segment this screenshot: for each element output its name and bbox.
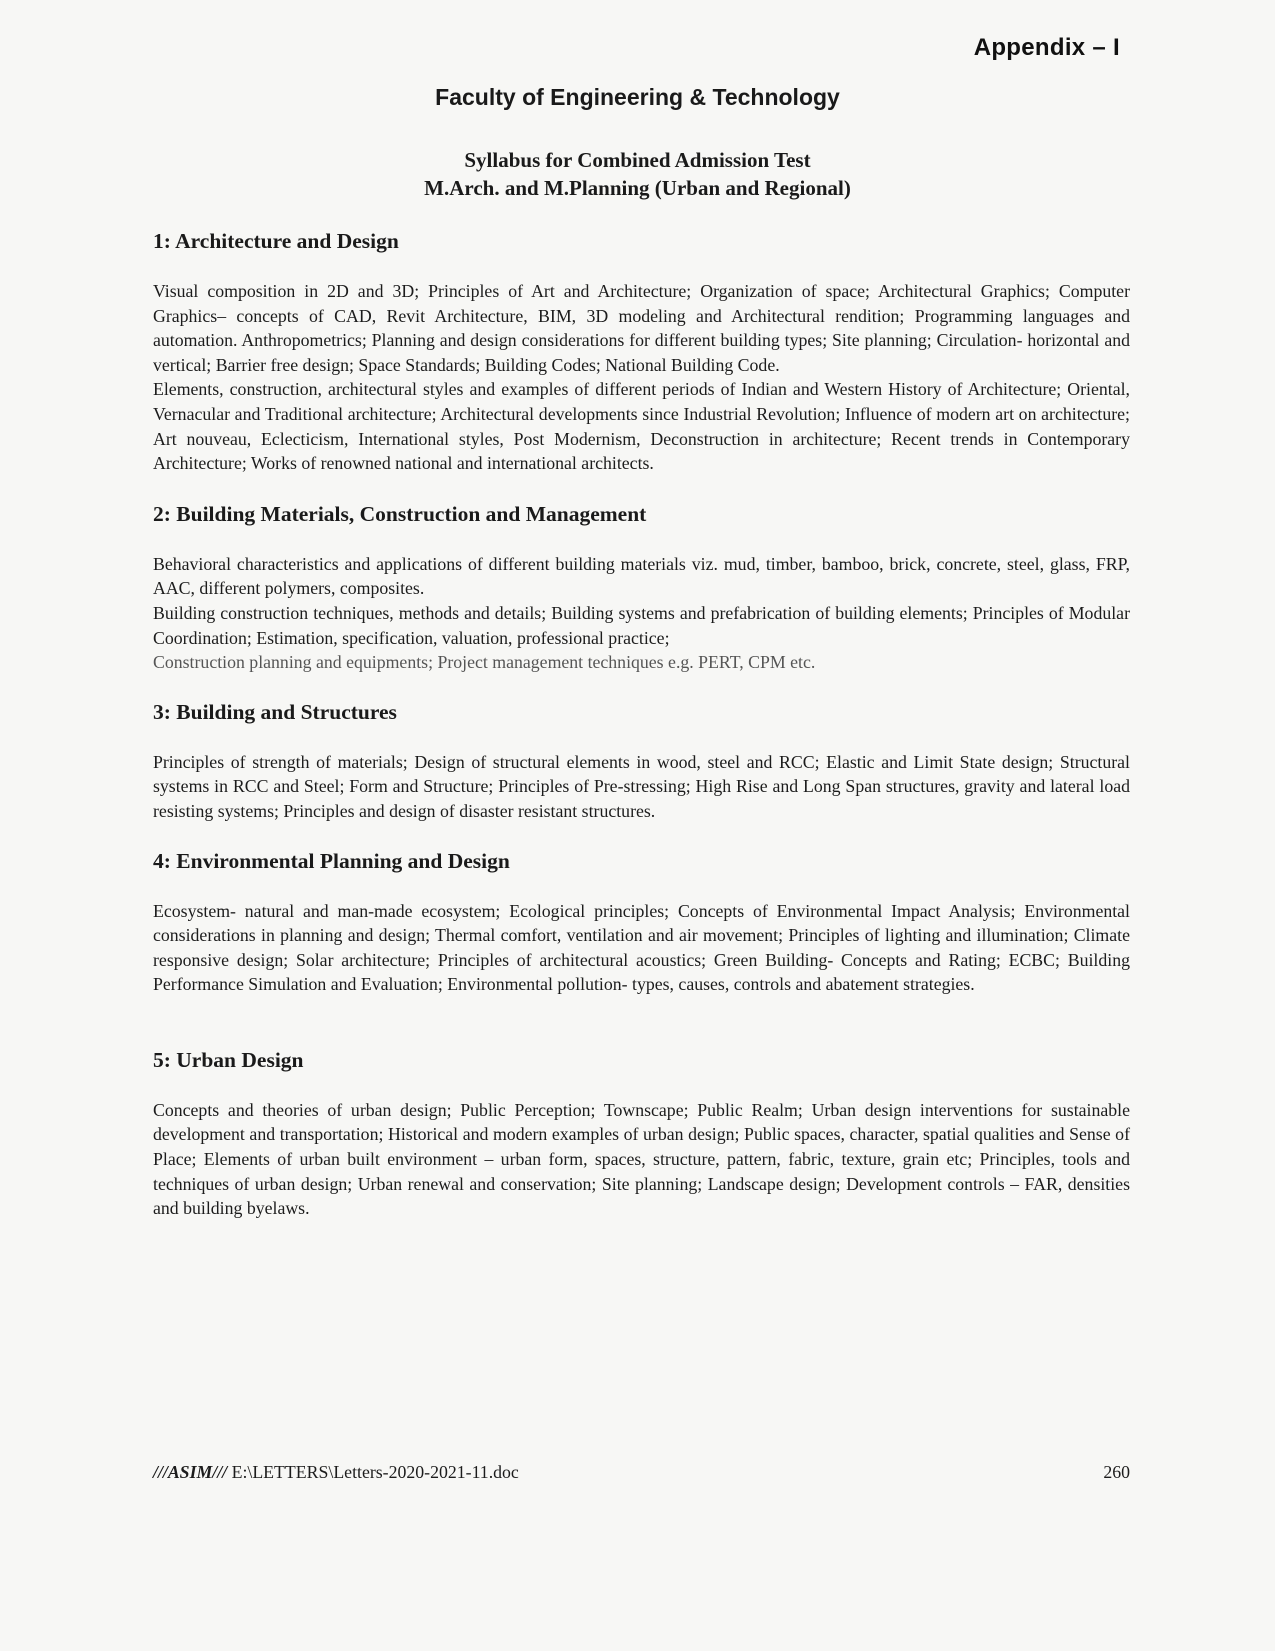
section-paragraph: Concepts and theories of urban design; Public Perception; Townscape; Public Realm; Urban design interventions for sustainable development and transportation; Historical and modern examples of urban design; Public spaces, character, spatial qualities and Sense of Place; Elements of urban built environment – urban form, spaces, structure, pattern, fabric, texture, grain etc; Principles, tools and techniques of urban design; Urban renewal and conservation; Site planning; Landscape design; Development controls – FAR, densities and building byelaws. bbox=[153, 1099, 1130, 1219]
footer-file-reference bbox=[153, 1462, 519, 1483]
section-paragraph: Behavioral characteristics and applications of different building materials viz. mud, timber, bamboo, brick, concrete, steel, glass, FRP, AAC, different polymers, composites. bbox=[153, 553, 1130, 599]
section-paragraph: Principles of strength of materials; Design of structural elements in wood, steel and RCC; Elastic and Limit State design; Structural systems in RCC and Steel; Form and Structure; Principles of Pre-stressing; High Rise and Long Span structures, gravity and lateral load resisting systems; Principles and design of disaster resistant structures. bbox=[153, 751, 1130, 821]
footer-author: ///ASIM/// bbox=[153, 1462, 228, 1482]
section-paragraph: Elements, construction, architectural styles and examples of different periods of Indian and Western History of Architecture; Oriental, Vernacular and Traditional architecture; Architectural developments since Industrial Revolution; Influence of modern art on architecture; Art nouveau, Eclecticism, International styles, Post Modernism, Deconstruction in architecture; Recent trends in Contemporary Architecture; Works of renowned national and international architects. bbox=[153, 379, 1130, 474]
appendix-label: Appendix – I bbox=[973, 34, 1120, 61]
syllabus-content bbox=[153, 227, 1130, 1221]
section-paragraph: Building construction techniques, methods and details; Building systems and prefabrication of building elements; Principles of Modular Coordination; Estimation, specification, valuation, professional practice; bbox=[153, 602, 1130, 648]
section-building-materials bbox=[153, 500, 1130, 675]
section-heading: 3: Building and Structures bbox=[153, 699, 397, 724]
syllabus-line-2: M.Arch. and M.Planning (Urban and Regional) bbox=[424, 176, 851, 200]
section-heading: 1: Architecture and Design bbox=[153, 229, 399, 253]
section-heading: 5: Urban Design bbox=[153, 1047, 304, 1072]
syllabus-title bbox=[0, 146, 1275, 202]
faculty-title: Faculty of Engineering & Technology bbox=[435, 84, 840, 110]
section-architecture-design bbox=[153, 227, 1130, 476]
page-number: 260 bbox=[1103, 1462, 1130, 1482]
section-building-structures bbox=[153, 698, 1130, 824]
section-paragraph: Ecosystem- natural and man-made ecosystem; Ecological principles; Concepts of Environmental Impact Analysis; Environmental considerations in planning and design; Thermal comfort, ventilation and air movement; Principles of lighting and illumination; Climate responsive design; Solar architecture; Principles of architectural acoustics; Green Building- Concepts and Rating; ECBC; Building Performance Simulation and Evaluation; Environmental pollution- types, causes, controls and abatement strategies. bbox=[153, 900, 1130, 995]
section-heading: 4: Environmental Planning and Design bbox=[153, 848, 510, 873]
section-environmental-planning bbox=[153, 847, 1130, 997]
syllabus-line-1: Syllabus for Combined Admission Test bbox=[464, 148, 811, 172]
section-paragraph: Construction planning and equipments; Project management techniques e.g. PERT, CPM etc. bbox=[153, 652, 816, 673]
section-urban-design bbox=[153, 1046, 1130, 1221]
section-paragraph: Visual composition in 2D and 3D; Principles of Art and Architecture; Organization of space; Architectural Graphics; Computer Graphics– concepts of CAD, Revit Architecture, BIM, 3D modeling and Architectural rendition; Programming languages and automation. Anthropometrics; Planning and design considerations for different building types; Site planning; Circulation- horizontal and vertical; Barrier free design; Space Standards; Building Codes; National Building Code. bbox=[153, 281, 1130, 375]
section-heading: 2: Building Materials, Construction and Management bbox=[153, 501, 647, 526]
footer-file-path: E:\LETTERS\Letters-2020-2021-11.doc bbox=[231, 1462, 519, 1482]
